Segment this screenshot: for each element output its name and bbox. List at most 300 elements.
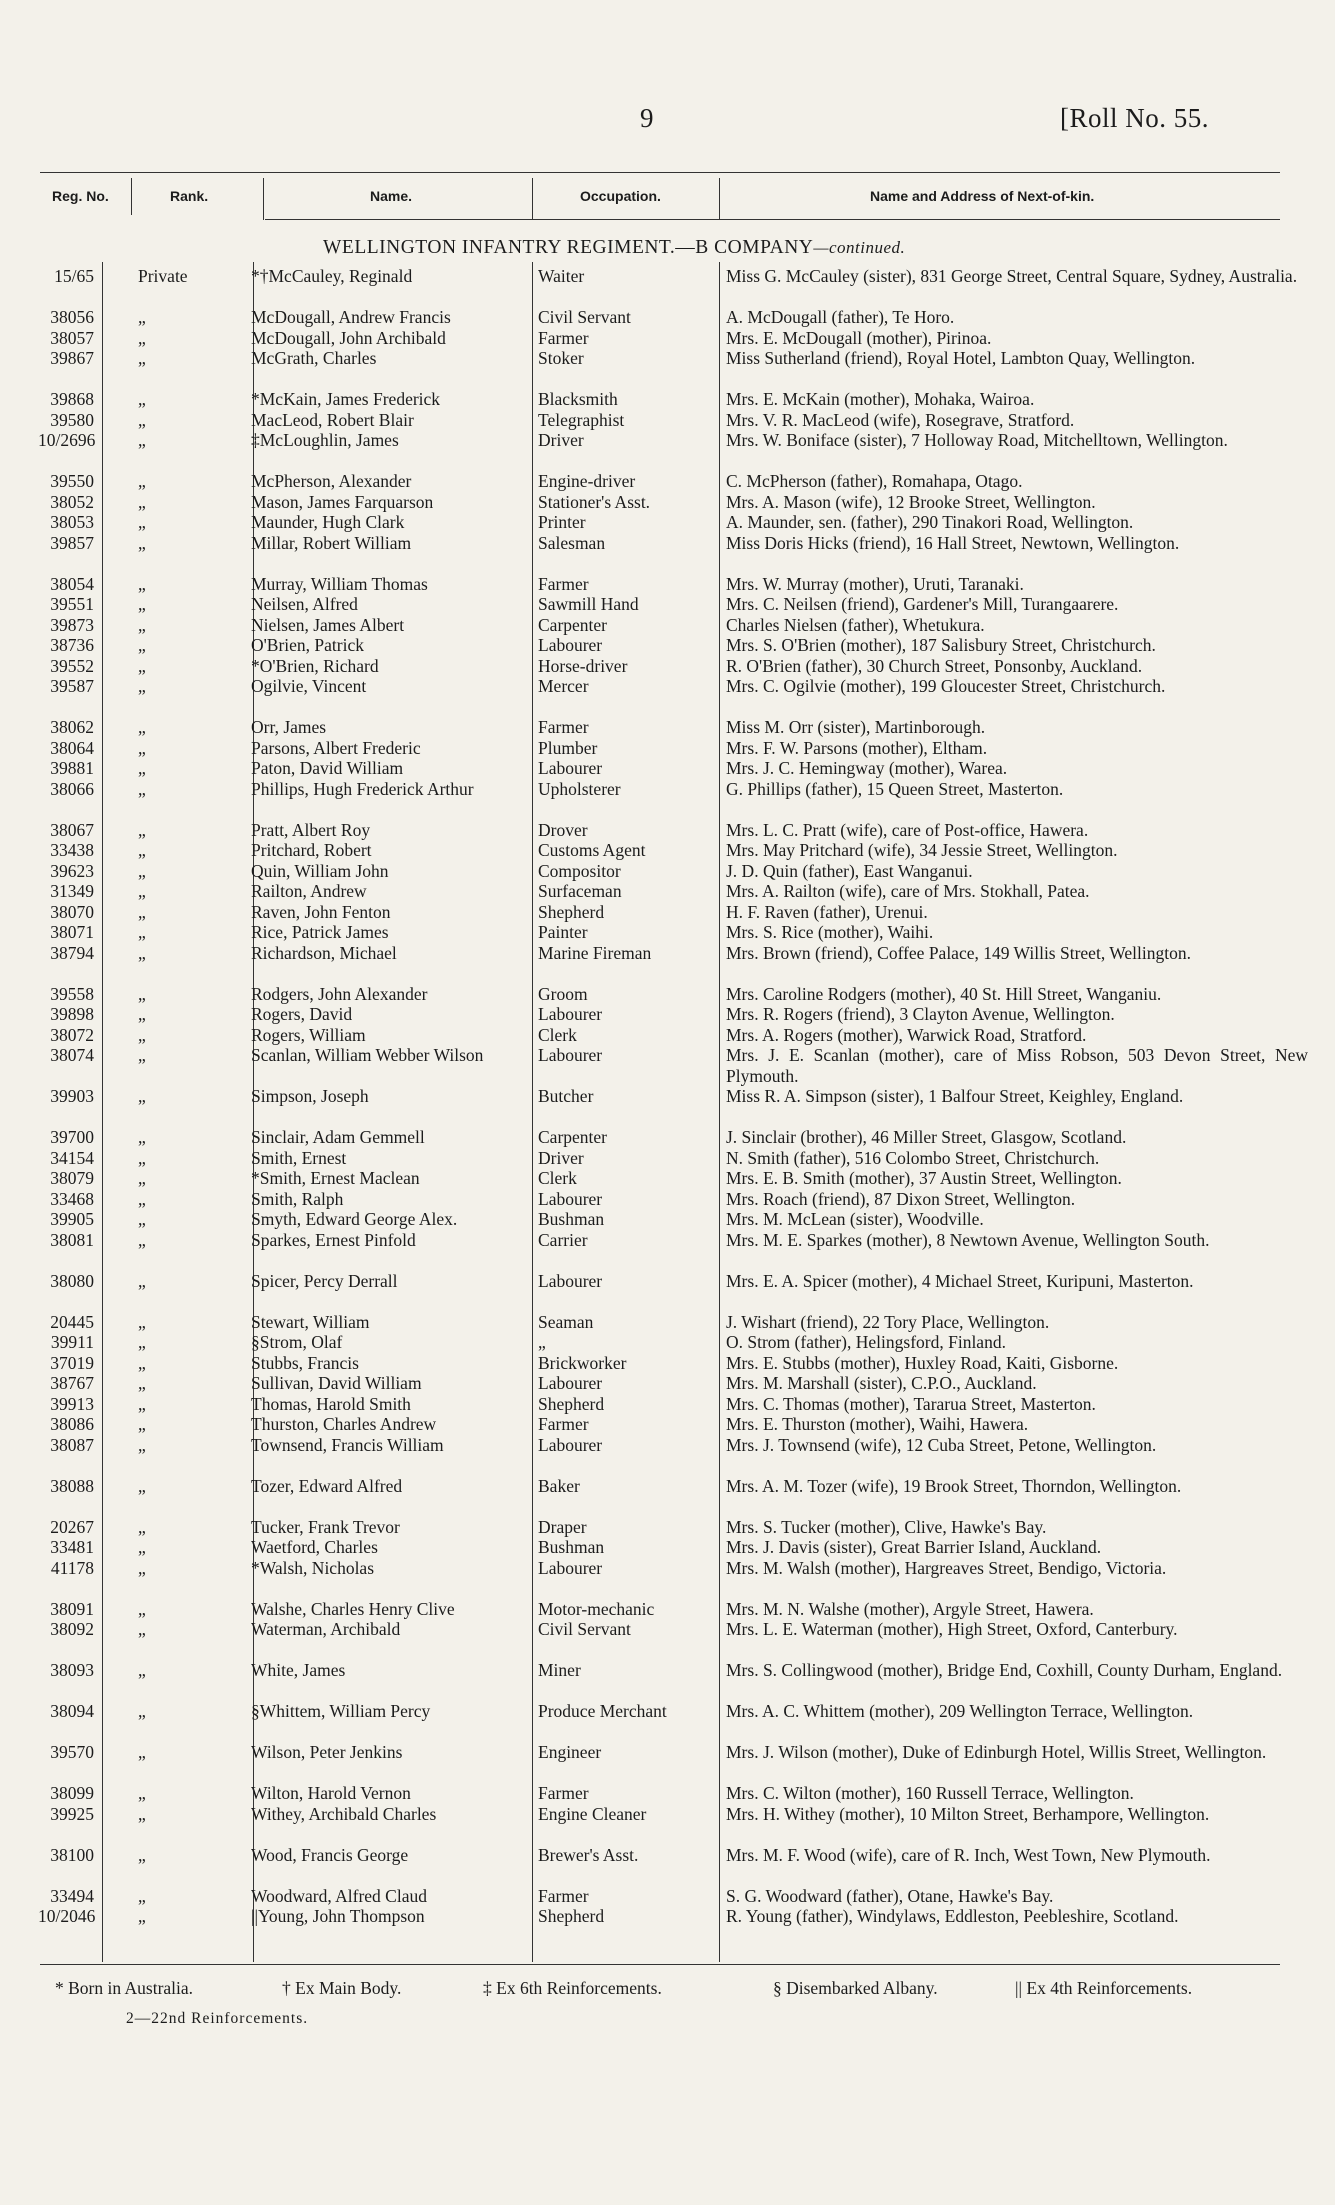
rank: „ (138, 409, 146, 430)
next-of-kin: R. Young (father), Windylaws, Eddleston, Peebleshire, Scotland. (726, 1906, 1179, 1926)
next-of-kin: H. F. Raven (father), Urenui. (726, 901, 928, 922)
occupation: Blacksmith (538, 389, 618, 409)
table-row (38, 1230, 1278, 1271)
soldier-name: McPherson, Alexander (251, 471, 412, 491)
rank: „ (138, 778, 146, 799)
reg-number: 38092 (50, 1619, 94, 1639)
table-row (38, 984, 1278, 1005)
soldier-name: MacLeod, Robert Blair (251, 409, 414, 430)
occupation: Marine Fireman (538, 942, 652, 963)
rank: „ (138, 1475, 146, 1496)
rank: „ (138, 840, 146, 860)
footnote-ex-6th-reinf: ‡ Ex 6th Reinforcements. (483, 1978, 662, 1998)
rank: „ (138, 1598, 146, 1619)
rank: „ (138, 942, 146, 963)
soldier-name: Parsons, Albert Frederic (251, 737, 421, 758)
reg-number: 38053 (50, 512, 94, 532)
rank: „ (138, 1906, 146, 1926)
next-of-kin: Mrs. C. Ogilvie (mother), 199 Gloucester Street, Christchurch. (726, 676, 1166, 696)
reg-number: 39550 (50, 471, 94, 491)
next-of-kin: Mrs. W. Boniface (sister), 7 Holloway Road, Mitchelltown, Wellington. (726, 430, 1228, 450)
rank: „ (138, 1557, 146, 1578)
footnote-born-australia: * Born in Australia. (55, 1978, 194, 1998)
occupation: Labourer (538, 758, 603, 778)
next-of-kin: Charles Nielsen (father), Whetukura. (726, 614, 985, 635)
reg-number: 38072 (50, 1024, 94, 1045)
soldier-name: Orr, James (251, 717, 327, 737)
soldier-name: Rodgers, John Alexander (251, 983, 428, 1004)
occupation: Clerk (538, 1024, 577, 1045)
rank: „ (138, 573, 146, 594)
rank: „ (138, 1168, 146, 1188)
column-header-next-of-kin: Name and Address of Next-of-kin. (870, 188, 1095, 204)
occupation: Waiter (538, 266, 585, 286)
table-row (38, 1004, 1278, 1025)
table-row (38, 1435, 1278, 1476)
header-divider-1 (131, 178, 132, 215)
table-row (38, 1906, 1278, 1947)
table-row (38, 1148, 1278, 1169)
soldier-name: Smyth, Edward George Alex. (251, 1209, 458, 1229)
table-row (38, 943, 1278, 984)
occupation: Bushman (538, 1537, 605, 1557)
next-of-kin: Mrs. S. Collingwood (mother), Bridge End, Coxhill, County Durham, England. (726, 1660, 1283, 1680)
next-of-kin: Mrs. E. McDougall (mother), Pirinoa. (726, 327, 992, 348)
header-rule-top (40, 172, 1280, 173)
reg-number: 38093 (50, 1660, 94, 1680)
soldier-name: Pratt, Albert Roy (251, 819, 371, 840)
next-of-kin: C. McPherson (father), Romahapa, Otago. (726, 471, 1023, 491)
table-row (38, 1086, 1278, 1127)
occupation: Shepherd (538, 1393, 605, 1414)
next-of-kin: Mrs. L. E. Waterman (mother), High Street, Oxford, Canterbury. (726, 1619, 1178, 1639)
soldier-name: McDougall, John Archibald (251, 327, 446, 348)
reg-number: 39551 (50, 594, 94, 614)
soldier-name: McDougall, Andrew Francis (251, 307, 451, 327)
table-row (38, 1373, 1278, 1394)
soldier-name: *Smith, Ernest Maclean (251, 1168, 420, 1188)
table-row (38, 594, 1278, 615)
reg-number: 20445 (50, 1311, 94, 1332)
next-of-kin: Mrs. S. O'Brien (mother), 187 Salisbury Street, Christchurch. (726, 635, 1156, 655)
occupation: Labourer (538, 1434, 603, 1455)
next-of-kin: Mrs. E. McKain (mother), Mohaka, Wairoa. (726, 389, 1035, 409)
next-of-kin: O. Strom (father), Helingsford, Finland. (726, 1332, 1006, 1352)
reg-number: 33481 (50, 1537, 94, 1557)
soldier-name: Mason, James Farquarson (251, 491, 434, 512)
section-title-text: WELLINGTON INFANTRY REGIMENT.—B COMPANY (323, 237, 814, 258)
occupation: Engine Cleaner (538, 1803, 647, 1824)
next-of-kin: Mrs. R. Rogers (friend), 3 Clayton Avenue, Wellington. (726, 1004, 1115, 1024)
occupation: Clerk (538, 1168, 577, 1188)
header-rule-bottom (265, 219, 1280, 220)
table-row (38, 1660, 1283, 1701)
reg-number: 39867 (50, 348, 94, 368)
soldier-name: Tucker, Frank Trevor (251, 1516, 400, 1537)
reg-number: 33494 (50, 1885, 94, 1906)
reg-number: 20267 (50, 1516, 94, 1537)
occupation: Seaman (538, 1311, 594, 1332)
footer-rule (40, 1964, 1280, 1965)
reg-number: 39905 (50, 1209, 94, 1229)
table-row (38, 1414, 1278, 1435)
soldier-name: Rogers, David (251, 1004, 353, 1024)
table-row (38, 738, 1278, 759)
soldier-name: Smith, Ernest (251, 1147, 347, 1168)
rank: „ (138, 1147, 146, 1168)
reg-number: 39558 (50, 983, 94, 1004)
next-of-kin: Miss Doris Hicks (friend), 16 Hall Street, Newtown, Wellington. (726, 532, 1180, 553)
table-row (38, 820, 1278, 841)
next-of-kin: Mrs. J. E. Scanlan (mother), care of Miss Robson, 503 Devon Street, New Plymouth. (726, 1045, 1308, 1086)
table-row (38, 1394, 1278, 1415)
occupation: Brewer's Asst. (538, 1844, 639, 1865)
next-of-kin: Mrs. May Pritchard (wife), 34 Jessie Street, Wellington. (726, 840, 1118, 860)
occupation: Compositor (538, 860, 621, 881)
table-row (38, 881, 1278, 902)
rank: „ (138, 512, 146, 532)
rank: „ (138, 717, 146, 737)
reg-number: 38064 (50, 737, 94, 758)
table-row (38, 1476, 1278, 1517)
occupation: Labourer (538, 1004, 603, 1024)
next-of-kin: Mrs. Caroline Rodgers (mother), 40 St. Hill Street, Wanganiu. (726, 983, 1162, 1004)
occupation: Driver (538, 430, 584, 450)
soldier-name: *†McCauley, Reginald (251, 266, 413, 286)
occupation: „ (538, 1332, 546, 1352)
occupation: Baker (538, 1475, 580, 1496)
soldier-name: Sinclair, Adam Gemmell (251, 1127, 425, 1147)
next-of-kin: Mrs. A. Rogers (mother), Warwick Road, Stratford. (726, 1024, 1087, 1045)
footnote-disembarked-albany: § Disembarked Albany. (773, 1978, 938, 1998)
reg-number: 39898 (50, 1004, 94, 1024)
table-row (38, 1189, 1278, 1210)
next-of-kin: A. McDougall (father), Te Horo. (726, 307, 955, 327)
reg-number: 38094 (50, 1701, 94, 1721)
occupation: Labourer (538, 1373, 603, 1393)
table-row (38, 922, 1278, 943)
reg-number: 38071 (50, 922, 94, 942)
soldier-name: Thurston, Charles Andrew (251, 1414, 437, 1434)
rank: „ (138, 635, 146, 655)
table-row (38, 656, 1278, 677)
soldier-name: Ogilvie, Vincent (251, 676, 367, 696)
next-of-kin: Mrs. A. C. Whittem (mother), 209 Wellington Terrace, Wellington. (726, 1701, 1194, 1721)
rank: „ (138, 1311, 146, 1332)
soldier-name: Withey, Archibald Charles (251, 1803, 437, 1824)
rank: „ (138, 430, 146, 450)
header-divider-3 (532, 178, 533, 220)
occupation: Labourer (538, 635, 603, 655)
soldier-name: Walshe, Charles Henry Clive (251, 1598, 455, 1619)
reg-number: 10/2046 (38, 1906, 96, 1926)
table-row (38, 1619, 1278, 1660)
column-header-rank: Rank. (170, 188, 209, 204)
occupation: Carpenter (538, 614, 607, 635)
occupation: Surfaceman (538, 881, 622, 901)
table-row (38, 389, 1278, 410)
next-of-kin: Mrs. V. R. MacLeod (wife), Rosegrave, Stratford. (726, 409, 1075, 430)
footnote-ex-4th-reinf: || Ex 4th Reinforcements. (1015, 1978, 1193, 1998)
occupation: Farmer (538, 327, 589, 348)
table-row (38, 1332, 1278, 1353)
reg-number: 39570 (50, 1742, 94, 1762)
reg-number: 39623 (50, 860, 94, 881)
reg-number: 38070 (50, 901, 94, 922)
occupation: Civil Servant (538, 307, 631, 327)
soldier-name: Rice, Patrick James (251, 922, 389, 942)
section-continued: —continued. (813, 238, 906, 257)
table-row (38, 1783, 1278, 1804)
reg-number: 39881 (50, 758, 94, 778)
rank: „ (138, 1004, 146, 1024)
occupation: Carrier (538, 1229, 588, 1250)
table-row (38, 1127, 1278, 1148)
rank: „ (138, 881, 146, 901)
occupation: Motor-mechanic (538, 1598, 655, 1619)
reg-number: 39911 (50, 1332, 94, 1352)
occupation: Customs Agent (538, 840, 646, 860)
soldier-name: Stubbs, Francis (251, 1352, 359, 1373)
section-title (323, 237, 905, 259)
reg-number: 39868 (50, 389, 94, 409)
rank: „ (138, 860, 146, 881)
roster-table (38, 266, 1308, 1947)
next-of-kin: G. Phillips (father), 15 Queen Street, Masterton. (726, 778, 1064, 799)
rank: „ (138, 1188, 146, 1209)
rank: „ (138, 1393, 146, 1414)
rank: „ (138, 819, 146, 840)
soldier-name: ‡McLoughlin, James (251, 430, 399, 450)
rank: „ (138, 737, 146, 758)
soldier-name: *Walsh, Nicholas (251, 1557, 375, 1578)
rank: „ (138, 1373, 146, 1393)
rank: „ (138, 1332, 146, 1352)
rank: „ (138, 471, 146, 491)
table-row (38, 1168, 1278, 1189)
reg-number: 39913 (50, 1393, 94, 1414)
next-of-kin: Mrs. M. N. Walshe (mother), Argyle Street, Hawera. (726, 1598, 1094, 1619)
table-row (38, 1804, 1278, 1845)
occupation: Groom (538, 983, 588, 1004)
rank: „ (138, 1434, 146, 1455)
occupation: Miner (538, 1660, 581, 1680)
occupation: Labourer (538, 1045, 603, 1065)
occupation: Mercer (538, 676, 589, 696)
rank: „ (138, 614, 146, 635)
occupation: Salesman (538, 532, 606, 553)
next-of-kin: Mrs. C. Wilton (mother), 160 Russell Terrace, Wellington. (726, 1783, 1134, 1803)
rank: „ (138, 983, 146, 1004)
occupation: Upholsterer (538, 778, 621, 799)
rank: „ (138, 901, 146, 922)
table-row (38, 574, 1278, 595)
reg-number: 31349 (50, 881, 94, 901)
reg-number: 38080 (50, 1270, 94, 1291)
table-row (38, 1271, 1278, 1312)
rank: „ (138, 1127, 146, 1147)
table-row (38, 615, 1278, 636)
reg-number: 41178 (50, 1557, 94, 1578)
table-row (38, 1353, 1278, 1374)
rank: „ (138, 758, 146, 778)
soldier-name: Spicer, Percy Derrall (251, 1270, 398, 1291)
reg-number: 38074 (50, 1045, 94, 1065)
occupation: Farmer (538, 573, 589, 594)
occupation: Stoker (538, 348, 584, 368)
table-row (38, 1312, 1278, 1333)
rank: „ (138, 1086, 146, 1106)
rank: „ (138, 1701, 146, 1721)
soldier-name: Waterman, Archibald (251, 1619, 401, 1639)
soldier-name: Wilson, Peter Jenkins (251, 1742, 403, 1762)
table-row (38, 266, 1298, 307)
reg-number: 39700 (50, 1127, 94, 1147)
occupation: Drover (538, 819, 588, 840)
next-of-kin: Mrs. Brown (friend), Coffee Palace, 149 Willis Street, Wellington. (726, 942, 1191, 963)
next-of-kin: Miss Sutherland (friend), Royal Hotel, Lambton Quay, Wellington. (726, 348, 1196, 368)
occupation: Painter (538, 922, 588, 942)
reg-number: 38736 (50, 635, 94, 655)
table-row (38, 410, 1278, 431)
table-row (38, 471, 1278, 492)
reg-number: 38054 (50, 573, 94, 594)
rank: „ (138, 1660, 146, 1680)
table-row (38, 1701, 1278, 1742)
soldier-name: Rogers, William (251, 1024, 366, 1045)
reg-number: 38086 (50, 1414, 94, 1434)
next-of-kin: Mrs. M. Marshall (sister), C.P.O., Auckland. (726, 1373, 1037, 1393)
rank: „ (138, 307, 146, 327)
next-of-kin: Mrs. J. Wilson (mother), Duke of Edinburgh Hotel, Willis Street, Wellington. (726, 1742, 1267, 1762)
next-of-kin: J. Sinclair (brother), 46 Miller Street, Glasgow, Scotland. (726, 1127, 1127, 1147)
soldier-name: Neilsen, Alfred (251, 594, 358, 614)
rank: „ (138, 1024, 146, 1045)
next-of-kin: A. Maunder, sen. (father), 290 Tinakori Road, Wellington. (726, 512, 1134, 532)
table-row (38, 1845, 1278, 1886)
reg-number: 37019 (50, 1352, 94, 1373)
soldier-name: Quin, William John (251, 860, 389, 881)
reg-number: 38099 (50, 1783, 94, 1803)
occupation: Farmer (538, 1414, 589, 1434)
rank: „ (138, 1803, 146, 1824)
reg-number: 38052 (50, 491, 94, 512)
next-of-kin: N. Smith (father), 516 Colombo Street, Christchurch. (726, 1147, 1100, 1168)
rank: „ (138, 1885, 146, 1906)
rank: „ (138, 1352, 146, 1373)
next-of-kin: Mrs. J. C. Hemingway (mother), Warea. (726, 758, 1008, 778)
soldier-name: Wood, Francis George (251, 1844, 409, 1865)
reg-number: 15/65 (54, 266, 94, 286)
soldier-name: Thomas, Harold Smith (251, 1393, 411, 1414)
next-of-kin: Miss M. Orr (sister), Martinborough. (726, 717, 986, 737)
occupation: Stationer's Asst. (538, 491, 651, 512)
reg-number: 38067 (50, 819, 94, 840)
table-row (38, 779, 1278, 820)
rank: „ (138, 1844, 146, 1865)
rank: „ (138, 594, 146, 614)
soldier-name: Richardson, Michael (251, 942, 397, 963)
table-row (38, 430, 1278, 471)
column-header-name: Name. (370, 188, 413, 204)
next-of-kin: Mrs. H. Withey (mother), 10 Milton Street, Berhampore, Wellington. (726, 1803, 1210, 1824)
reg-number: 38081 (50, 1229, 94, 1250)
soldier-name: §Whittem, William Percy (251, 1701, 431, 1721)
next-of-kin: Mrs. M. E. Sparkes (mother), 8 Newtown Avenue, Wellington South. (726, 1229, 1210, 1250)
rank: „ (138, 532, 146, 553)
rank: „ (138, 327, 146, 348)
rank: „ (138, 922, 146, 942)
occupation: Labourer (538, 1270, 603, 1291)
occupation: Bushman (538, 1209, 605, 1229)
next-of-kin: Mrs. E. Stubbs (mother), Huxley Road, Kaiti, Gisborne. (726, 1352, 1119, 1373)
rank: „ (138, 676, 146, 696)
next-of-kin: Mrs. C. Thomas (mother), Tararua Street, Masterton. (726, 1393, 1096, 1414)
occupation: Brickworker (538, 1352, 627, 1373)
soldier-name: *O'Brien, Richard (251, 655, 379, 676)
rank: „ (138, 1783, 146, 1803)
soldier-name: Maunder, Hugh Clark (251, 512, 405, 532)
soldier-name: Phillips, Hugh Frederick Arthur (251, 778, 474, 799)
next-of-kin: Mrs. A. Mason (wife), 12 Brooke Street, Wellington. (726, 491, 1096, 512)
next-of-kin: Mrs. M. F. Wood (wife), care of R. Inch, West Town, New Plymouth. (726, 1844, 1211, 1865)
occupation: Plumber (538, 737, 598, 758)
soldier-name: Scanlan, William Webber Wilson (251, 1045, 484, 1065)
soldier-name: Railton, Andrew (251, 881, 367, 901)
table-row (38, 1517, 1278, 1538)
reg-number: 10/2696 (38, 430, 96, 450)
reg-number: 38091 (50, 1598, 94, 1619)
occupation: Farmer (538, 1885, 589, 1906)
rank: Private (138, 266, 188, 286)
occupation: Civil Servant (538, 1619, 631, 1639)
reg-number: 38794 (50, 942, 94, 963)
next-of-kin: Mrs. W. Murray (mother), Uruti, Taranaki. (726, 573, 1024, 594)
soldier-name: Paton, David William (251, 758, 404, 778)
rank: „ (138, 1516, 146, 1537)
header-divider-2 (263, 178, 264, 220)
next-of-kin: Mrs. A. M. Tozer (wife), 19 Brook Street, Thorndon, Wellington. (726, 1475, 1182, 1496)
reg-number: 33438 (50, 840, 94, 860)
table-row (38, 676, 1278, 717)
reg-number: 38056 (50, 307, 94, 327)
reg-number: 38087 (50, 1434, 94, 1455)
next-of-kin: Mrs. E. Thurston (mother), Waihi, Hawera. (726, 1414, 1029, 1434)
next-of-kin: Mrs. M. Walsh (mother), Hargreaves Street, Bendigo, Victoria. (726, 1557, 1167, 1578)
next-of-kin: Mrs. A. Railton (wife), care of Mrs. Stokhall, Patea. (726, 881, 1090, 901)
table-row (38, 1025, 1278, 1046)
soldier-name: Murray, William Thomas (251, 573, 428, 594)
soldier-name: Woodward, Alfred Claud (251, 1885, 427, 1906)
table-row (38, 902, 1278, 923)
reg-number: 39580 (50, 409, 94, 430)
table-row (38, 492, 1278, 513)
header-divider-4 (719, 178, 720, 220)
reg-number: 34154 (50, 1147, 94, 1168)
occupation: Farmer (538, 717, 589, 737)
occupation: Carpenter (538, 1127, 607, 1147)
reg-number: 38767 (50, 1373, 94, 1393)
column-header-occupation: Occupation. (580, 188, 661, 204)
soldier-name: Nielsen, James Albert (251, 614, 405, 635)
soldier-name: Sparkes, Ernest Pinfold (251, 1229, 416, 1250)
table-row (38, 533, 1278, 574)
soldier-name: Raven, John Fenton (251, 901, 391, 922)
occupation: Horse-driver (538, 655, 628, 676)
bottom-note: 2—22nd Reinforcements. (126, 2010, 309, 2027)
table-row (38, 717, 1278, 738)
rank: „ (138, 1742, 146, 1762)
